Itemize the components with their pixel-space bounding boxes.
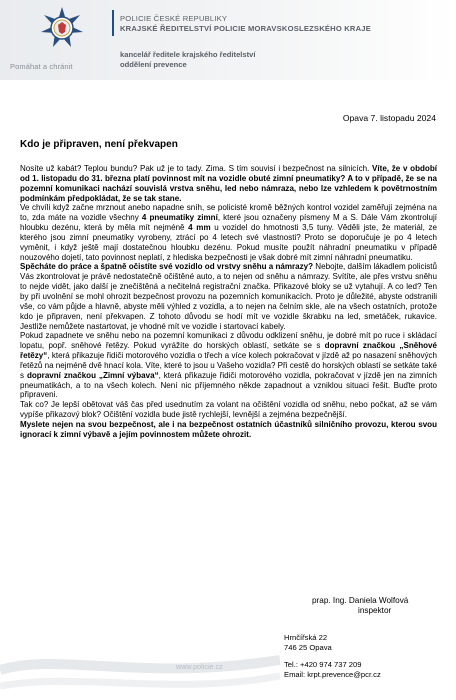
dept-line2: oddělení prevence [120, 60, 187, 69]
org-line1: POLICIE ČESKÉ REPUBLIKY [120, 14, 228, 23]
paragraph-3 [20, 262, 437, 331]
organization-name [120, 14, 450, 34]
p6-bold: Myslete nejen na svou bezpečnost, ale i na bezpečnost ostatních účastníků silničního provozu, kterou svou ignorací k zimní výbavě a jejím povinnostem můžete ohrozit. [20, 419, 437, 439]
p2-bold-a: 4 pneumatiky zimní [141, 213, 218, 223]
paragraph-1 [20, 164, 437, 203]
p3-text: Nebojte, dalším lákadlem policistů Vás zkontrolovat je právě nedostatečně očištěné auto, a to nejen od sněhu a námrazy. Svítíte, ale přes vrstvu sněhu to nejde vidět, jako další je znečištěná a nečitelná registrační značka. Přikazové bloky se už vytahují. A co led? Ten by při uvolnění se mohl ohrozit bezpečnost provozu na pozemních komunikacích. Proto je důležité, abyste odstranili vše, co vám půjde a hlavně, abyste měli výhled z vozidla, a to nejen na čelním skle, ale na všech ostatních, protože kdo je připraven, není překvapen. Z tohoto důvodu se hodí mít ve vozidle škrabku na led, smetáček, rukavice. Jestliže nemůžete nastartovat, je vhodné mít ve vozidle i startovací kabely. [20, 262, 437, 331]
contact-email: Email: krpt.prevence@pcr.cz [284, 669, 381, 679]
letter-body [20, 164, 437, 440]
p4-text-a: Pokud zapadnete ve sněhu nebo na pozemní komunikaci z důvodu odklizení sněhu, je dobré mít po ruce i skládací lopatu, popř. sněhové řetězy. Pokud vyrážíte do horských oblastí, setkáte se s [20, 331, 437, 351]
p4-bold-b: dopravní značkou „Zimní výbava“ [26, 370, 159, 380]
header-accent-bar [112, 10, 114, 36]
p4-text-c: , která přikazuje řidiči motorového vozidla, pokračovat v jízdě jen na zimních pneumatikách, a to na všech kolech. Není nic příjemného někde zapadnout a vzniklou situaci řešit. Buďte proto připraveni. [20, 370, 437, 400]
p4-bold-a: dopravní značkou „Sněhové řetězy“ [20, 341, 437, 361]
signatory-role: inspektor [358, 606, 392, 616]
paragraph-4 [20, 331, 437, 400]
footer-watermark: www.policie.cz [176, 662, 223, 671]
p1-bold: Víte, že v období od 1. listopadu do 31. března platí povinnost mít na vozidle obuté zimní pneumatiky? A to v případě, že se na pozemní komunikaci nachází souvislá vrstva sněhu, led nebo námraza, nebo lze vzhledem k povětrnostním podmínkám předpokládat, že se tak stane. [20, 164, 437, 203]
motto: Pomáhat a chránit [10, 62, 73, 71]
p4-text-b: , která přikazuje řidiči motorového vozidla o třech a více kolech pokračovat v jízdě až po nasazení sněhových řetězů na nejméně dvě hnací kola. Víte, které to jsou u Vašeho vozidla? Při cestě do horských oblastí se setkáte také s [20, 351, 437, 380]
department [120, 50, 450, 70]
police-star-icon [40, 6, 84, 50]
contact-address [284, 633, 381, 679]
letter-date: Opava 7. listopadu 2024 [342, 113, 436, 123]
contact-phone: Tel.: +420 974 737 209 [284, 660, 362, 670]
dept-line1: kancelář ředitele krajského ředitelství [120, 50, 256, 59]
p2-text-c: u vozidel do hmotnosti 3,5 tuny. Věděli jste, že materiál, ze kterého jsou zimní pneumatiky vyrobeny, ztrácí po 4 letech své vlastnosti? Proto se doporučuje je po 4 letech vyměnit, i když ještě mají dostatečnou hloubku dezénu. Pokud musíte použít náhradní pneumatiku v případě nouzového dojetí, tato povinnost neplatí, z hlediska bezpečnosti je však dobré mít zimní náhradní pneumatiku. [20, 223, 438, 262]
paragraph-5: Tak co? Je lepší obětovat váš čas před usednutím za volant na očištění vozidla od sněhu, nebo počkat, až se vám vypíše přikazový blok? Očištění vozidla bude jistě rychlejší, levnější a zejména bezpečnější. [20, 400, 437, 420]
paragraph-6 [20, 420, 437, 440]
letter-title: Kdo je připraven, není překvapen [20, 139, 178, 150]
footer-decoration [0, 612, 280, 700]
p2-text-a: Ve chvíli když začne mrznout anebo napadne sníh, se policisté kromě běžných kontrol vozidel zaměřují zejména na to, zda máte na vozidle všechny [20, 203, 437, 223]
police-logo [10, 6, 110, 76]
p1-text: Nosíte už kabát? Teplou bundu? Pak už je to tady. Zima. S tím souvisí i bezpečnost na silnicích. [20, 164, 373, 173]
p2-text-b: , které jsou označeny písmeny M a S. Dále Vám zkontrolují hloubku dezénu, která by měla mít nejméně [20, 213, 437, 233]
p3-bold: Spěcháte do práce a špatně očistíte své vozidlo od vrstvy sněhu a námrazy? [20, 262, 314, 272]
p2-bold-b: 4 mm [188, 223, 211, 233]
org-line2: KRAJSKÉ ŘEDITELSTVÍ POLICIE MORAVSKOSLEZSKÉHO KRAJE [120, 24, 371, 33]
address-street: Hrnčířská 22 [284, 633, 328, 642]
paragraph-2 [20, 203, 437, 262]
address-city: 746 25 Opava [284, 642, 332, 652]
signatory-name: prap. Ing. Daniela Wolfová [312, 596, 409, 605]
address-gap [284, 652, 381, 660]
signature-block [312, 596, 408, 617]
